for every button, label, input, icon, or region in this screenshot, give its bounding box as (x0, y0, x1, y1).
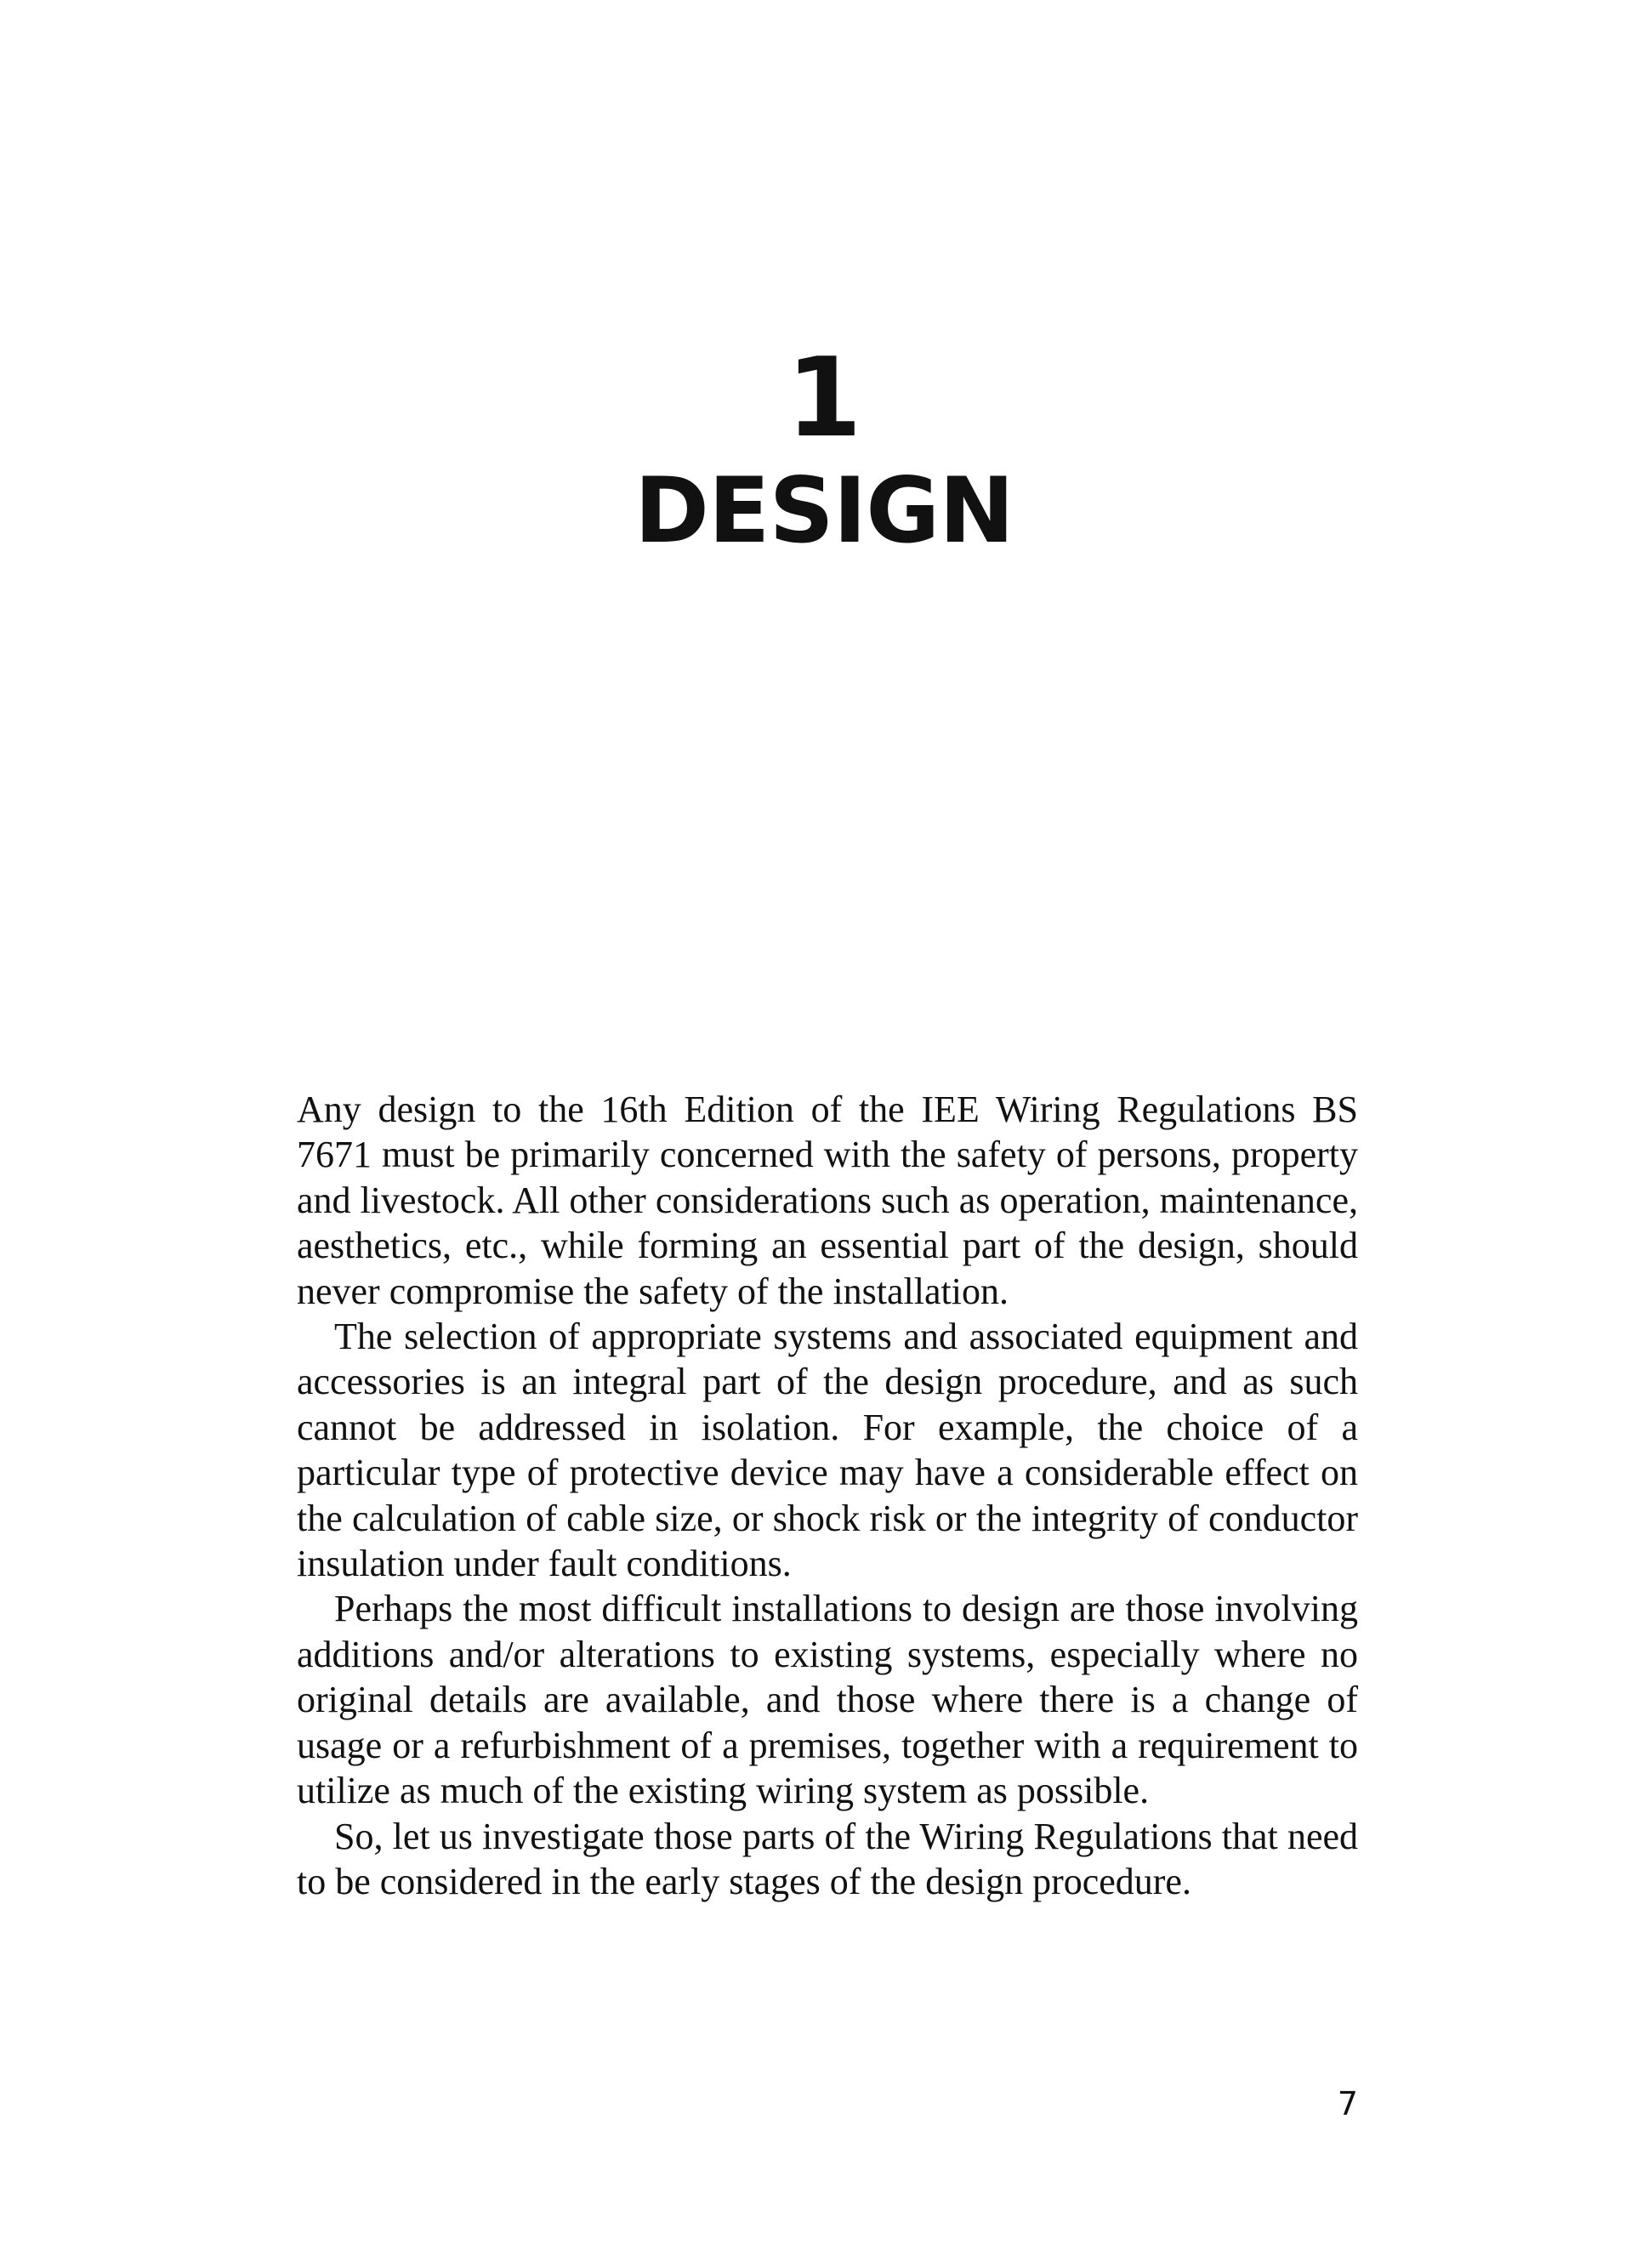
paragraph-4: So, let us investigate those parts of the Wiring Regulations that need to be considered in the early stages of the design procedure. (297, 1815, 1358, 1902)
page-number: 7 (1337, 2085, 1358, 2123)
paragraph-1: Any design to the 16th Edition of the IEE Wiring Regulations BS 7671 must be primarily concerned with the safety of persons, property and livestock. All other considerations such as operation, maintenance, aesthetics, etc., while forming an essential part of the design, should never compromise the safety of the installation. (297, 1089, 1358, 1312)
paragraph-3: Perhaps the most difficult installations to design are those involving additions and/or alterations to existing systems, especially where no original details are available, and those where there is a change of usage or a refurbishment of a premises, together with a requirement to utilize as much of the existing wiring system as possible. (297, 1588, 1358, 1812)
chapter-number: 1 (786, 335, 862, 462)
chapter-title: DESIGN (634, 458, 1014, 563)
body-text (297, 1087, 1358, 1904)
paragraph-2: The selection of appropriate systems and associated equipment and accessories is an integral part of the design procedure, and as such cannot be addressed in isolation. For example, the choice of a particular type of protective device may have a considerable effect on the calculation of cable size, or shock risk or the integrity of conductor insulation under fault conditions. (297, 1316, 1358, 1585)
